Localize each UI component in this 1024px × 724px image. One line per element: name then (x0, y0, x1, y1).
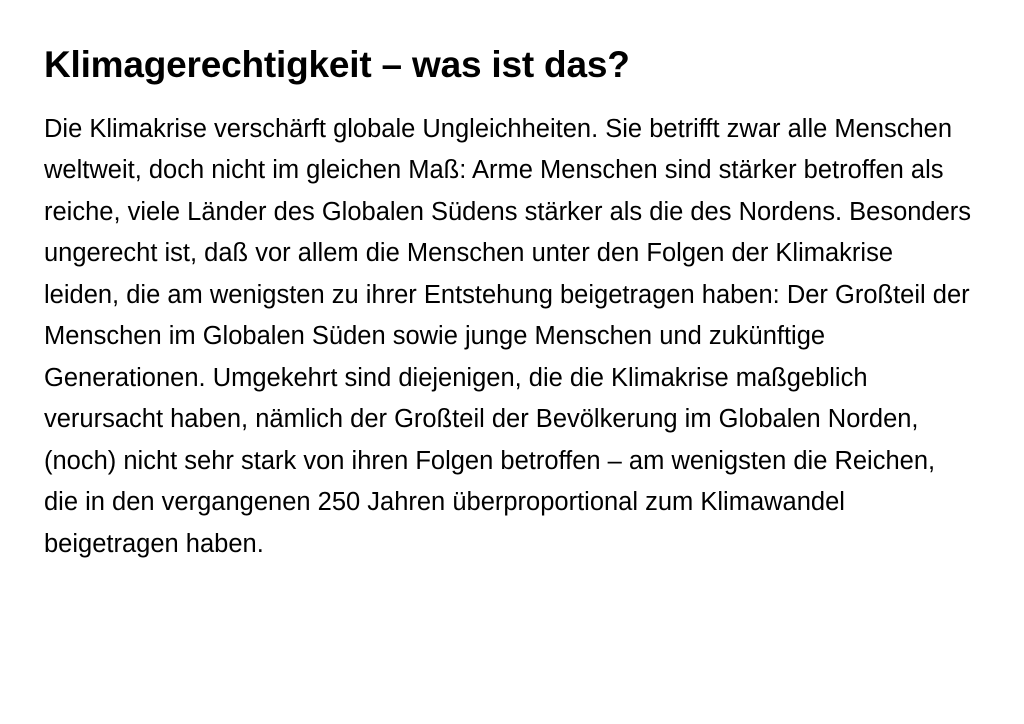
slide-body-text: Die Klimakrise verschärft globale Ungleichheiten. Sie betrifft zwar alle Menschen weltweit, doch nicht im gleichen Maß: Arme Menschen sind stärker betroffen als reiche, viele Länder des Globalen Südens stärker als die des Nordens. Besonders ungerecht ist, daß vor allem die Menschen unter den Folgen der Klimakrise leiden, die am wenigsten zu ihrer Entstehung beigetragen haben: Der Großteil der Menschen im Globalen Süden sowie junge Menschen und zukünftige Generationen. Umgekehrt sind diejenigen, die die Klimakrise maßgeblich verursacht haben, nämlich der Großteil der Bevölkerung im Globalen Norden, (noch) nicht sehr stark von ihren Folgen betroffen – am wenigsten die Reichen, die in den vergangenen 250 Jahren überproportional zum Klimawandel beigetragen haben. (44, 114, 972, 558)
page-title: Klimagerechtigkeit – was ist das? (44, 44, 630, 85)
